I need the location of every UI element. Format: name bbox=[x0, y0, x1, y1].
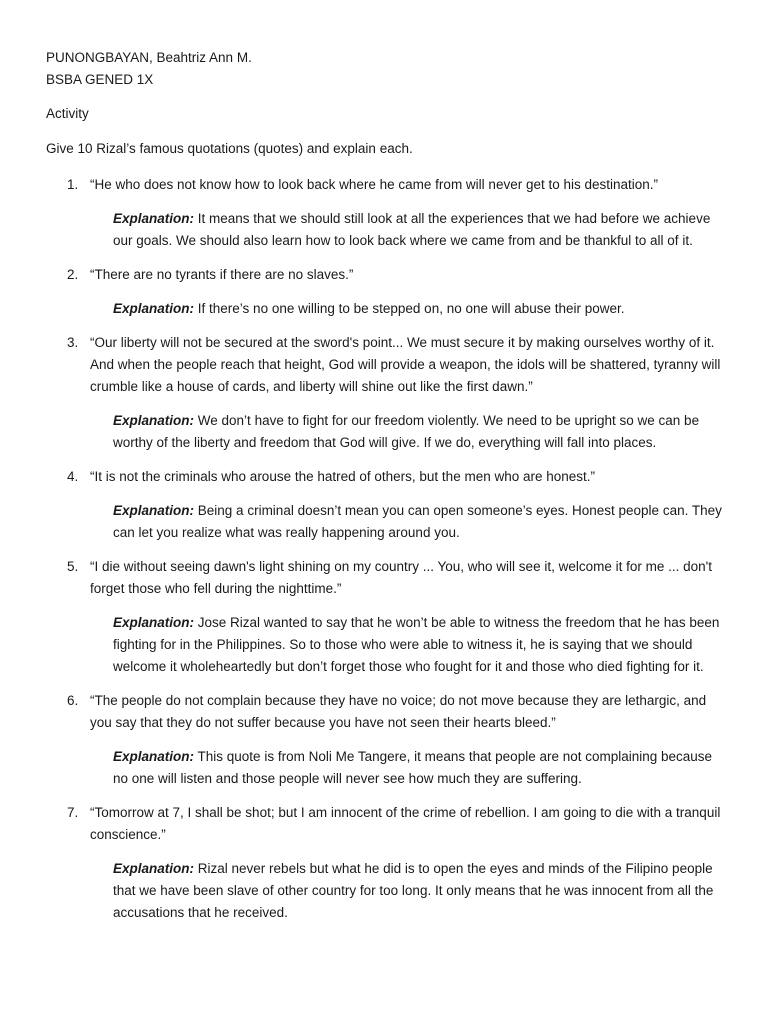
explanation-label: Explanation: bbox=[113, 861, 195, 876]
student-name: PUNONGBAYAN, Beahtriz Ann M. bbox=[46, 50, 252, 65]
activity-heading: Activity bbox=[46, 106, 89, 121]
explanation-text: We don’t have to fight for our freedom violently. We need to be upright so we can be worthy of the liberty and freedom that God will give. If we do, everything will fall into places. bbox=[113, 413, 700, 450]
quote-item bbox=[0, 690, 768, 790]
explanation-text: Jose Rizal wanted to say that he won’t be able to witness the freedom that he has been fighting for in the Philippines. So to those who were able to witness it, he is saying that we should welcome it wholeheartedly but don’t forget those who fought for it and those who died fighting for it. bbox=[113, 615, 720, 674]
course-code: BSBA GENED 1X bbox=[46, 72, 154, 87]
quote-item bbox=[0, 264, 768, 320]
explanation-text: This quote is from Noli Me Tangere, it means that people are not complaining because no one will listen and those people will never see how much they are suffering. bbox=[113, 749, 713, 786]
explanation-label: Explanation: bbox=[113, 503, 195, 518]
item-number: 7. bbox=[67, 805, 79, 820]
explanation-paragraph bbox=[113, 858, 725, 924]
item-number: 4. bbox=[67, 469, 79, 484]
item-number: 5. bbox=[67, 559, 79, 574]
item-number: 6. bbox=[67, 693, 79, 708]
explanation-paragraph bbox=[113, 746, 725, 790]
explanation-label: Explanation: bbox=[113, 749, 195, 764]
explanation-text: It means that we should still look at all the experiences that we had before we achieve our goals. We should also learn how to look back where we came from and be thankful to all of it. bbox=[113, 211, 711, 248]
quote-text: “The people do not complain because they have no voice; do not move because they are lethargic, and you say that they do not suffer because you have not seen their hearts bleed.” bbox=[90, 693, 707, 730]
instructions: Give 10 Rizal’s famous quotations (quotes) and explain each. bbox=[46, 141, 413, 156]
quote-item bbox=[0, 332, 768, 454]
quote-text: “He who does not know how to look back where he came from will never get to his destination.” bbox=[90, 177, 659, 192]
quotes-list bbox=[0, 174, 768, 936]
item-number: 2. bbox=[67, 267, 79, 282]
explanation-label: Explanation: bbox=[113, 413, 195, 428]
quote-text: “Tomorrow at 7, I shall be shot; but I am innocent of the crime of rebellion. I am going to die with a tranquil conscience.” bbox=[90, 805, 721, 842]
item-number: 3. bbox=[67, 335, 79, 350]
explanation-text: If there’s no one willing to be stepped on, no one will abuse their power. bbox=[197, 301, 625, 316]
item-number: 1. bbox=[67, 177, 79, 192]
quote-item bbox=[0, 556, 768, 678]
explanation-label: Explanation: bbox=[113, 615, 195, 630]
explanation-text: Rizal never rebels but what he did is to open the eyes and minds of the Filipino people that we have been slave of other country for too long. It only means that he was innocent from all the accusations that he received. bbox=[113, 861, 714, 920]
quote-text: “It is not the criminals who arouse the hatred of others, but the men who are honest.” bbox=[90, 469, 596, 484]
quote-text: “Our liberty will not be secured at the sword's point... We must secure it by making ourselves worthy of it. And when the people reach that height, God will provide a weapon, the idols will be shattered, tyranny will crumble like a house of cards, and liberty will shine out like the first dawn.” bbox=[90, 335, 721, 394]
explanation-label: Explanation: bbox=[113, 211, 195, 226]
explanation-paragraph bbox=[113, 208, 725, 252]
quote-text: “There are no tyrants if there are no slaves.” bbox=[90, 267, 354, 282]
explanation-paragraph bbox=[113, 500, 725, 544]
explanation-paragraph bbox=[113, 298, 725, 320]
explanation-text: Being a criminal doesn’t mean you can open someone’s eyes. Honest people can. They can let you realize what was really happening around you. bbox=[113, 503, 722, 540]
explanation-label: Explanation: bbox=[113, 301, 195, 316]
quote-item bbox=[0, 174, 768, 252]
quote-item bbox=[0, 802, 768, 924]
explanation-paragraph bbox=[113, 612, 725, 678]
explanation-paragraph bbox=[113, 410, 725, 454]
quote-item bbox=[0, 466, 768, 544]
quote-text: “I die without seeing dawn's light shining on my country ... You, who will see it, welcome it for me ... don't forget those who fell during the nighttime.” bbox=[90, 559, 712, 596]
